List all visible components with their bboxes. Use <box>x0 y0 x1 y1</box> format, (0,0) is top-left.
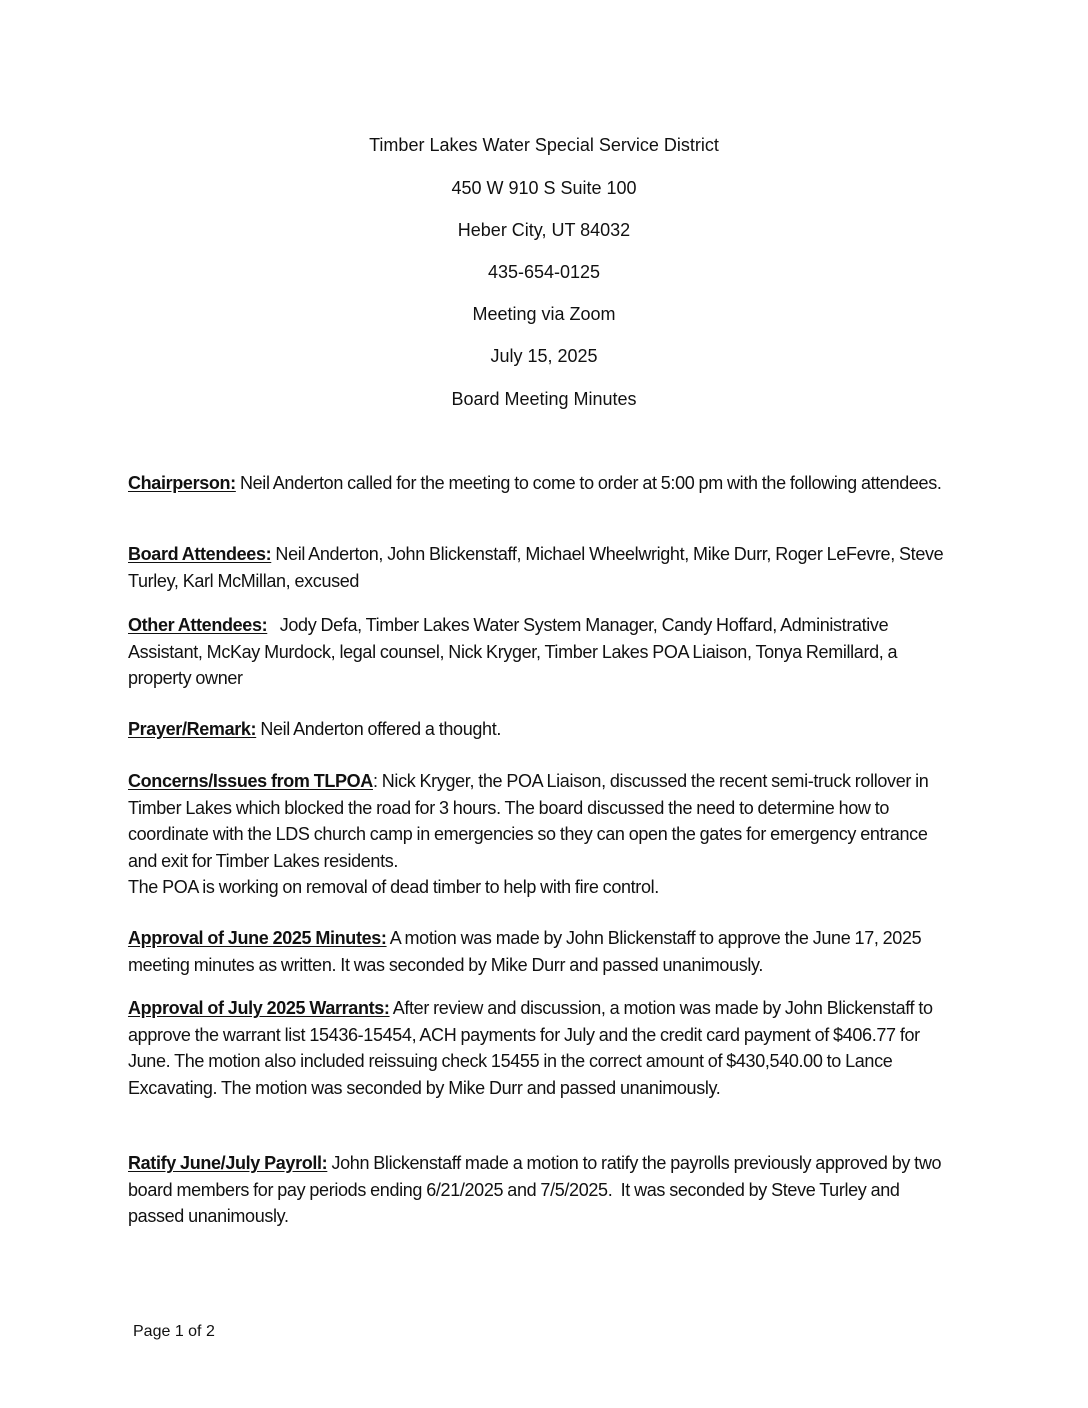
meeting-date: July 15, 2025 <box>490 346 598 366</box>
section-label: Other Attendees: <box>128 615 268 635</box>
section-text: John Blickenstaff made a motion to ratify the payrolls previously approved by two board members for pay periods ending 6/21/2025 and 7/5/2025. It was seconded by Steve Turley and passed unanimously. <box>128 1153 946 1226</box>
section-text: Neil Anderton, John Blickenstaff, Michael Wheelwright, Mike Durr, Roger LeFevre, Steve Turley, Karl McMillan, excused <box>128 544 948 591</box>
city-line: Heber City, UT 84032 <box>457 220 631 240</box>
section-text: A motion was made by John Blickenstaff to approve the June 17, 2025 meeting minutes as written. It was seconded by Mike Durr and passed unanimously. <box>128 928 922 975</box>
section-board-attendees <box>128 541 948 594</box>
section-ratify-payroll <box>128 1150 948 1230</box>
section-text-continued: The POA is working on removal of dead timber to help with fire control. <box>128 877 659 897</box>
section-approval-july-warrants <box>128 995 948 1101</box>
document-title: Board Meeting Minutes <box>451 389 637 409</box>
section-label: Chairperson: <box>128 473 236 493</box>
section-label: Prayer/Remark: <box>128 719 257 739</box>
section-text: Neil Anderton offered a thought. <box>256 719 501 739</box>
meeting-type: Meeting via Zoom <box>472 304 616 324</box>
section-label: Approval of June 2025 Minutes: <box>128 928 387 948</box>
section-concerns-tlpoa <box>128 768 948 901</box>
address-line: 450 W 910 S Suite 100 <box>451 178 637 198</box>
section-text: After review and discussion, a motion was made by John Blickenstaff to approve the warrant list 15436-15454, ACH payments for July and the credit card payment of $406.77 for June. The motion also included reissuing check 15455 in the correct amount of $430,540.00 to Lance Excavating. The motion was seconded by Mike Durr and passed unanimously. <box>128 998 933 1098</box>
section-other-attendees <box>128 612 948 692</box>
section-label: Ratify June/July Payroll: <box>128 1153 328 1173</box>
section-text: Jody Defa, Timber Lakes Water System Manager, Candy Hoffard, Administrative Assistant, McKay Murdock, legal counsel, Nick Kryger, Timber Lakes POA Liaison, Tonya Remillard, a property owner <box>128 615 902 688</box>
section-chairperson <box>128 470 948 497</box>
section-label: Board Attendees: <box>128 544 272 564</box>
section-prayer-remark <box>128 716 948 743</box>
phone-number: 435-654-0125 <box>487 262 601 282</box>
section-text: Neil Anderton called for the meeting to come to order at 5:00 pm with the following attendees. <box>235 473 942 493</box>
section-label: Approval of July 2025 Warrants: <box>128 998 390 1018</box>
section-text: : Nick Kryger, the POA Liaison, discussed the recent semi-truck rollover in Timber Lakes which blocked the road for 3 hours. The board discussed the need to determine how to coordinate with the LDS church camp in emergencies so they can open the gates for emergency entrance and exit for Timber Lakes residents. <box>128 771 929 871</box>
section-label: Concerns/Issues from TLPOA <box>128 771 373 791</box>
page-number: Page 1 of 2 <box>133 1323 215 1340</box>
section-approval-june-minutes <box>128 925 948 978</box>
organization-name: Timber Lakes Water Special Service District <box>369 135 719 155</box>
